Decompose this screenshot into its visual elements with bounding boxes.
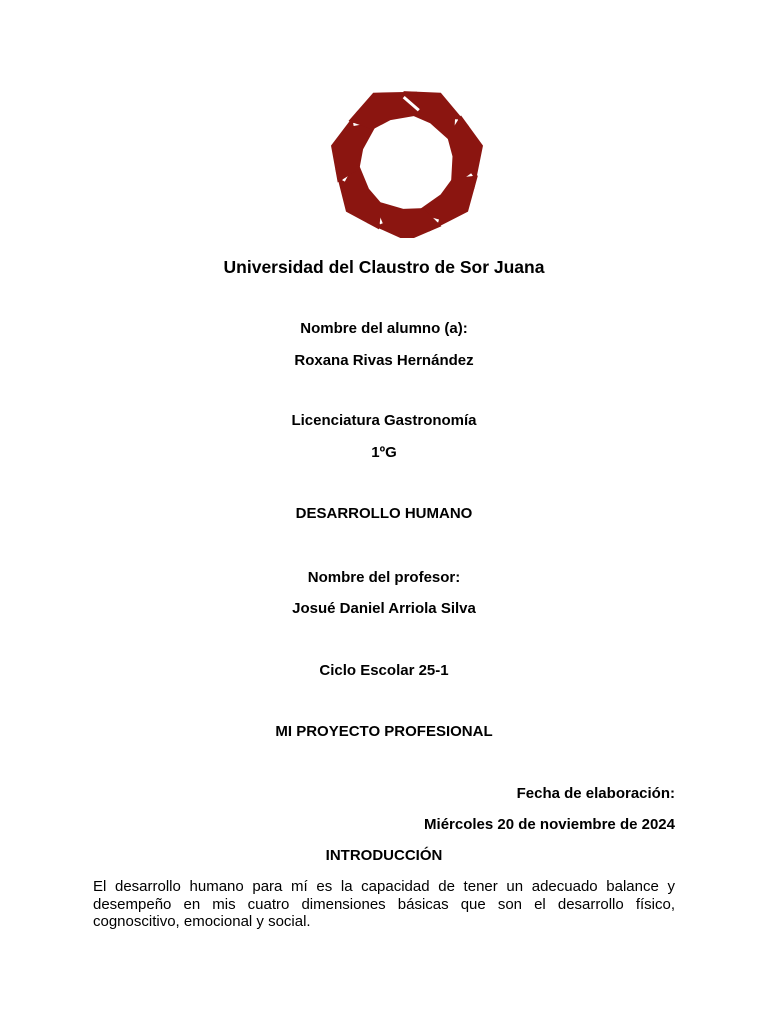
emblem-segment — [349, 92, 421, 130]
intro-heading: INTRODUCCIÓN — [325, 847, 443, 864]
date-label: Fecha de elaboración: — [516, 785, 675, 802]
subject-name: DESARROLLO HUMANO — [295, 505, 473, 522]
professor-name: Josué Daniel Arriola Silva — [292, 600, 476, 617]
school-cycle: Ciclo Escolar 25-1 — [319, 662, 449, 679]
professor-label: Nombre del profesor: — [307, 569, 461, 586]
university-emblem-icon — [322, 88, 492, 238]
date-value: Miércoles 20 de noviembre de 2024 — [424, 816, 675, 833]
project-title: MI PROYECTO PROFESIONAL — [275, 723, 493, 740]
student-label: Nombre del alumno (a): — [300, 320, 468, 337]
intro-paragraph: El desarrollo humano para mí es la capacidad de tener un adecuado balance y desempeño en mis cuatro dimensiones básicas que son el desarrollo físico, cognoscitivo, emocional y social. — [93, 878, 675, 930]
group-code: 1ºG — [371, 444, 397, 461]
university-name: Universidad del Claustro de Sor Juana — [223, 257, 545, 277]
student-name: Roxana Rivas Hernández — [294, 352, 474, 369]
program-name: Licenciatura Gastronomía — [291, 412, 477, 429]
